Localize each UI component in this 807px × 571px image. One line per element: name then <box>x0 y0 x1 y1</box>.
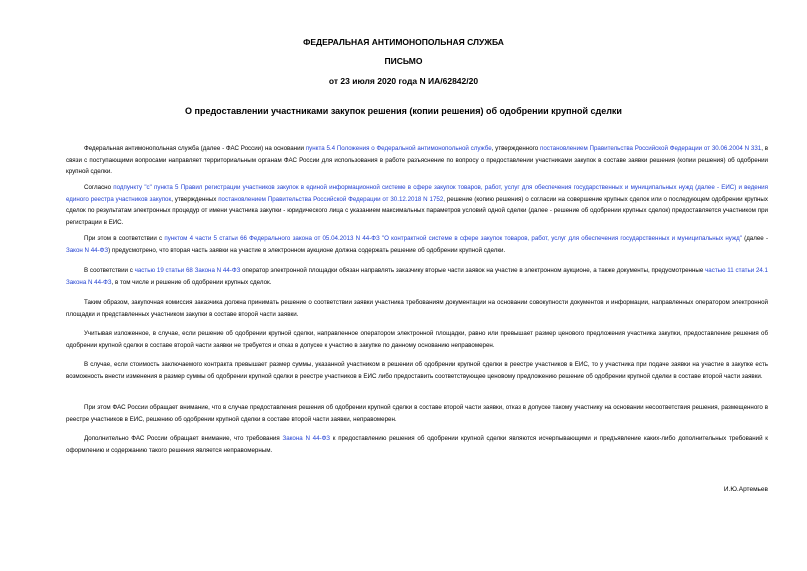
paragraph-text: , утвержденных <box>171 195 219 203</box>
paragraph-text: Таким образом, закупочная комиссия заказчика должна принимать решение о соответствии заявки участника требованиям документации на основании совокупности документов и информации, направленных оператором электронной площадки и представленных участником закупки в составе второй части заявки. <box>66 299 768 318</box>
paragraph-text: , решение (копию решения) о согласии на совершение крупных сделок или о последующем одобрении крупных сделок по результатам электронных процедур от имени участника закупки - юридического лица с указанием максимальных параметров условий одной сделки (далее - решение об одобрении крупных сделок) предоставляется участником при регистрации в ЕИС. <box>66 195 768 226</box>
link-law-44fz[interactable]: Закон N 44-ФЗ <box>66 246 109 254</box>
link-law-44fz-article-66[interactable]: пунктом 4 части 5 статьи 66 Федерального закона от 05.04.2013 N 44-ФЗ "О контрактной системе в сфере закупок товаров, работ, услуг для обеспечения государственных и муниципальных нужд" <box>164 235 742 242</box>
paragraph-text: , в связи с поступающими вопросами направляет территориальным органам ФАС России для использования в работе разъяснение по вопросу о предоставлении участниками закупок в составе заявки решения (копии решения) об одобрении крупной сделки. <box>66 145 768 176</box>
paragraph-7 <box>66 359 768 382</box>
paragraph-text: , утвержденного <box>491 145 540 152</box>
link-fas-regulation[interactable]: пункта 5.4 Положения о Федеральной антимонопольной службе <box>305 145 492 152</box>
paragraph-9 <box>66 433 768 456</box>
paragraph-5 <box>66 297 768 320</box>
link-law-44fz-requirements[interactable]: Закона N 44-ФЗ <box>282 435 331 442</box>
paragraph-text: (далее - <box>741 235 769 242</box>
agency-name: ФЕДЕРАЛЬНАЯ АНТИМОНОПОЛЬНАЯ СЛУЖБА <box>303 37 504 47</box>
paragraph-text: Согласно <box>84 184 114 191</box>
paragraph-text: Дополнительно ФАС России обращает внимание, что требования <box>84 435 283 442</box>
paragraph-8 <box>66 402 768 425</box>
signature: И.Ю.Артемьев <box>723 486 768 493</box>
paragraph-text: к предоставлению решения об одобрении крупной сделки являются исчерпывающими и предъявление каких-либо дополнительных требований к оформлению и содержанию такого решения является неправомерным. <box>66 435 769 454</box>
paragraph-text: ) предусмотрено, что вторая часть заявки на участие в электронном аукционе должна содержать решение об одобрении крупной сделки. <box>108 246 506 254</box>
paragraph-2 <box>66 182 768 228</box>
paragraph-text: Учитывая изложенное, в случае, если решение об одобрении крупной сделки, направленное оператором электронной площадки, равно или превышает размер ценового предложения участника закупки, предоставление решения об одобрении крупной сделки в составе второй части заявки не требуется и отказ в допуске к участию в закупке по данному основанию неправомерен. <box>66 330 768 349</box>
paragraph-text: Федеральная антимонопольная служба (далее - ФАС России) на основании <box>84 145 306 152</box>
paragraph-text: При этом в соответствии с <box>84 235 165 242</box>
paragraph-text: В соответствии с <box>84 267 135 274</box>
paragraph-text: В случае, если стоимость заключаемого контракта превышает размер суммы, указанной участником в решении об одобрении крупной сделки в реестре участников в ЕИС, то у участника при подаче заявки на участие в закупке есть возможность внести изменения в размер суммы об одобрении крупной сделки в реестре участников в ЕИС либо предоставить соответствующее ценовому предложению решение об одобрении крупной сделки в составе второй части заявки. <box>66 361 768 380</box>
document-type: ПИСЬМО <box>384 56 423 66</box>
paragraph-text: При этом ФАС России обращает внимание, что в случае предоставления решения об одобрении крупной сделки в составе второй части заявки, отказ в допуске такому участнику на основании несоответствия решения, размещенного в реестре участников в ЕИС, решению об одобрении крупной сделки в составе второй части заявки, неправомерен. <box>66 404 768 423</box>
link-registration-rules[interactable]: подпункту "с" пункта 5 Правил регистрации участников закупок в единой информационной системе в сфере закупок товаров, работ, услуг для обеспечения государственных и муниципальных нужд (далее - ЕИС) и ведения единого реестра участников закупок <box>66 184 768 203</box>
link-law-44fz-article-68[interactable]: частью 19 статьи 68 Закона N 44-ФЗ <box>134 267 241 274</box>
paragraph-1 <box>66 143 768 178</box>
document-title: О предоставлении участниками закупок решения (копии решения) об одобрении крупной сделки <box>185 106 622 116</box>
paragraph-6 <box>66 328 768 351</box>
link-government-decree-1752[interactable]: постановлением Правительства Российской Федерации от 30.12.2018 N 1752 <box>218 195 444 203</box>
link-law-44fz-article-24-1[interactable]: частью 11 статьи 24.1 Закона N 44-ФЗ <box>66 267 768 286</box>
paragraph-3 <box>66 233 768 256</box>
paragraph-4 <box>66 265 768 288</box>
paragraph-text: оператор электронной площадки обязан направлять заказчику вторые части заявок на участие в электронном аукционе, а также документы, предусмотренные <box>240 267 706 274</box>
document-date-number: от 23 июля 2020 года N ИА/62842/20 <box>328 76 479 86</box>
paragraph-text: , в том числе и решение об одобрении крупных сделок. <box>111 278 272 286</box>
link-government-decree-331[interactable]: постановлением Правительства Российской Федерации от 30.06.2004 N 331 <box>540 145 762 152</box>
